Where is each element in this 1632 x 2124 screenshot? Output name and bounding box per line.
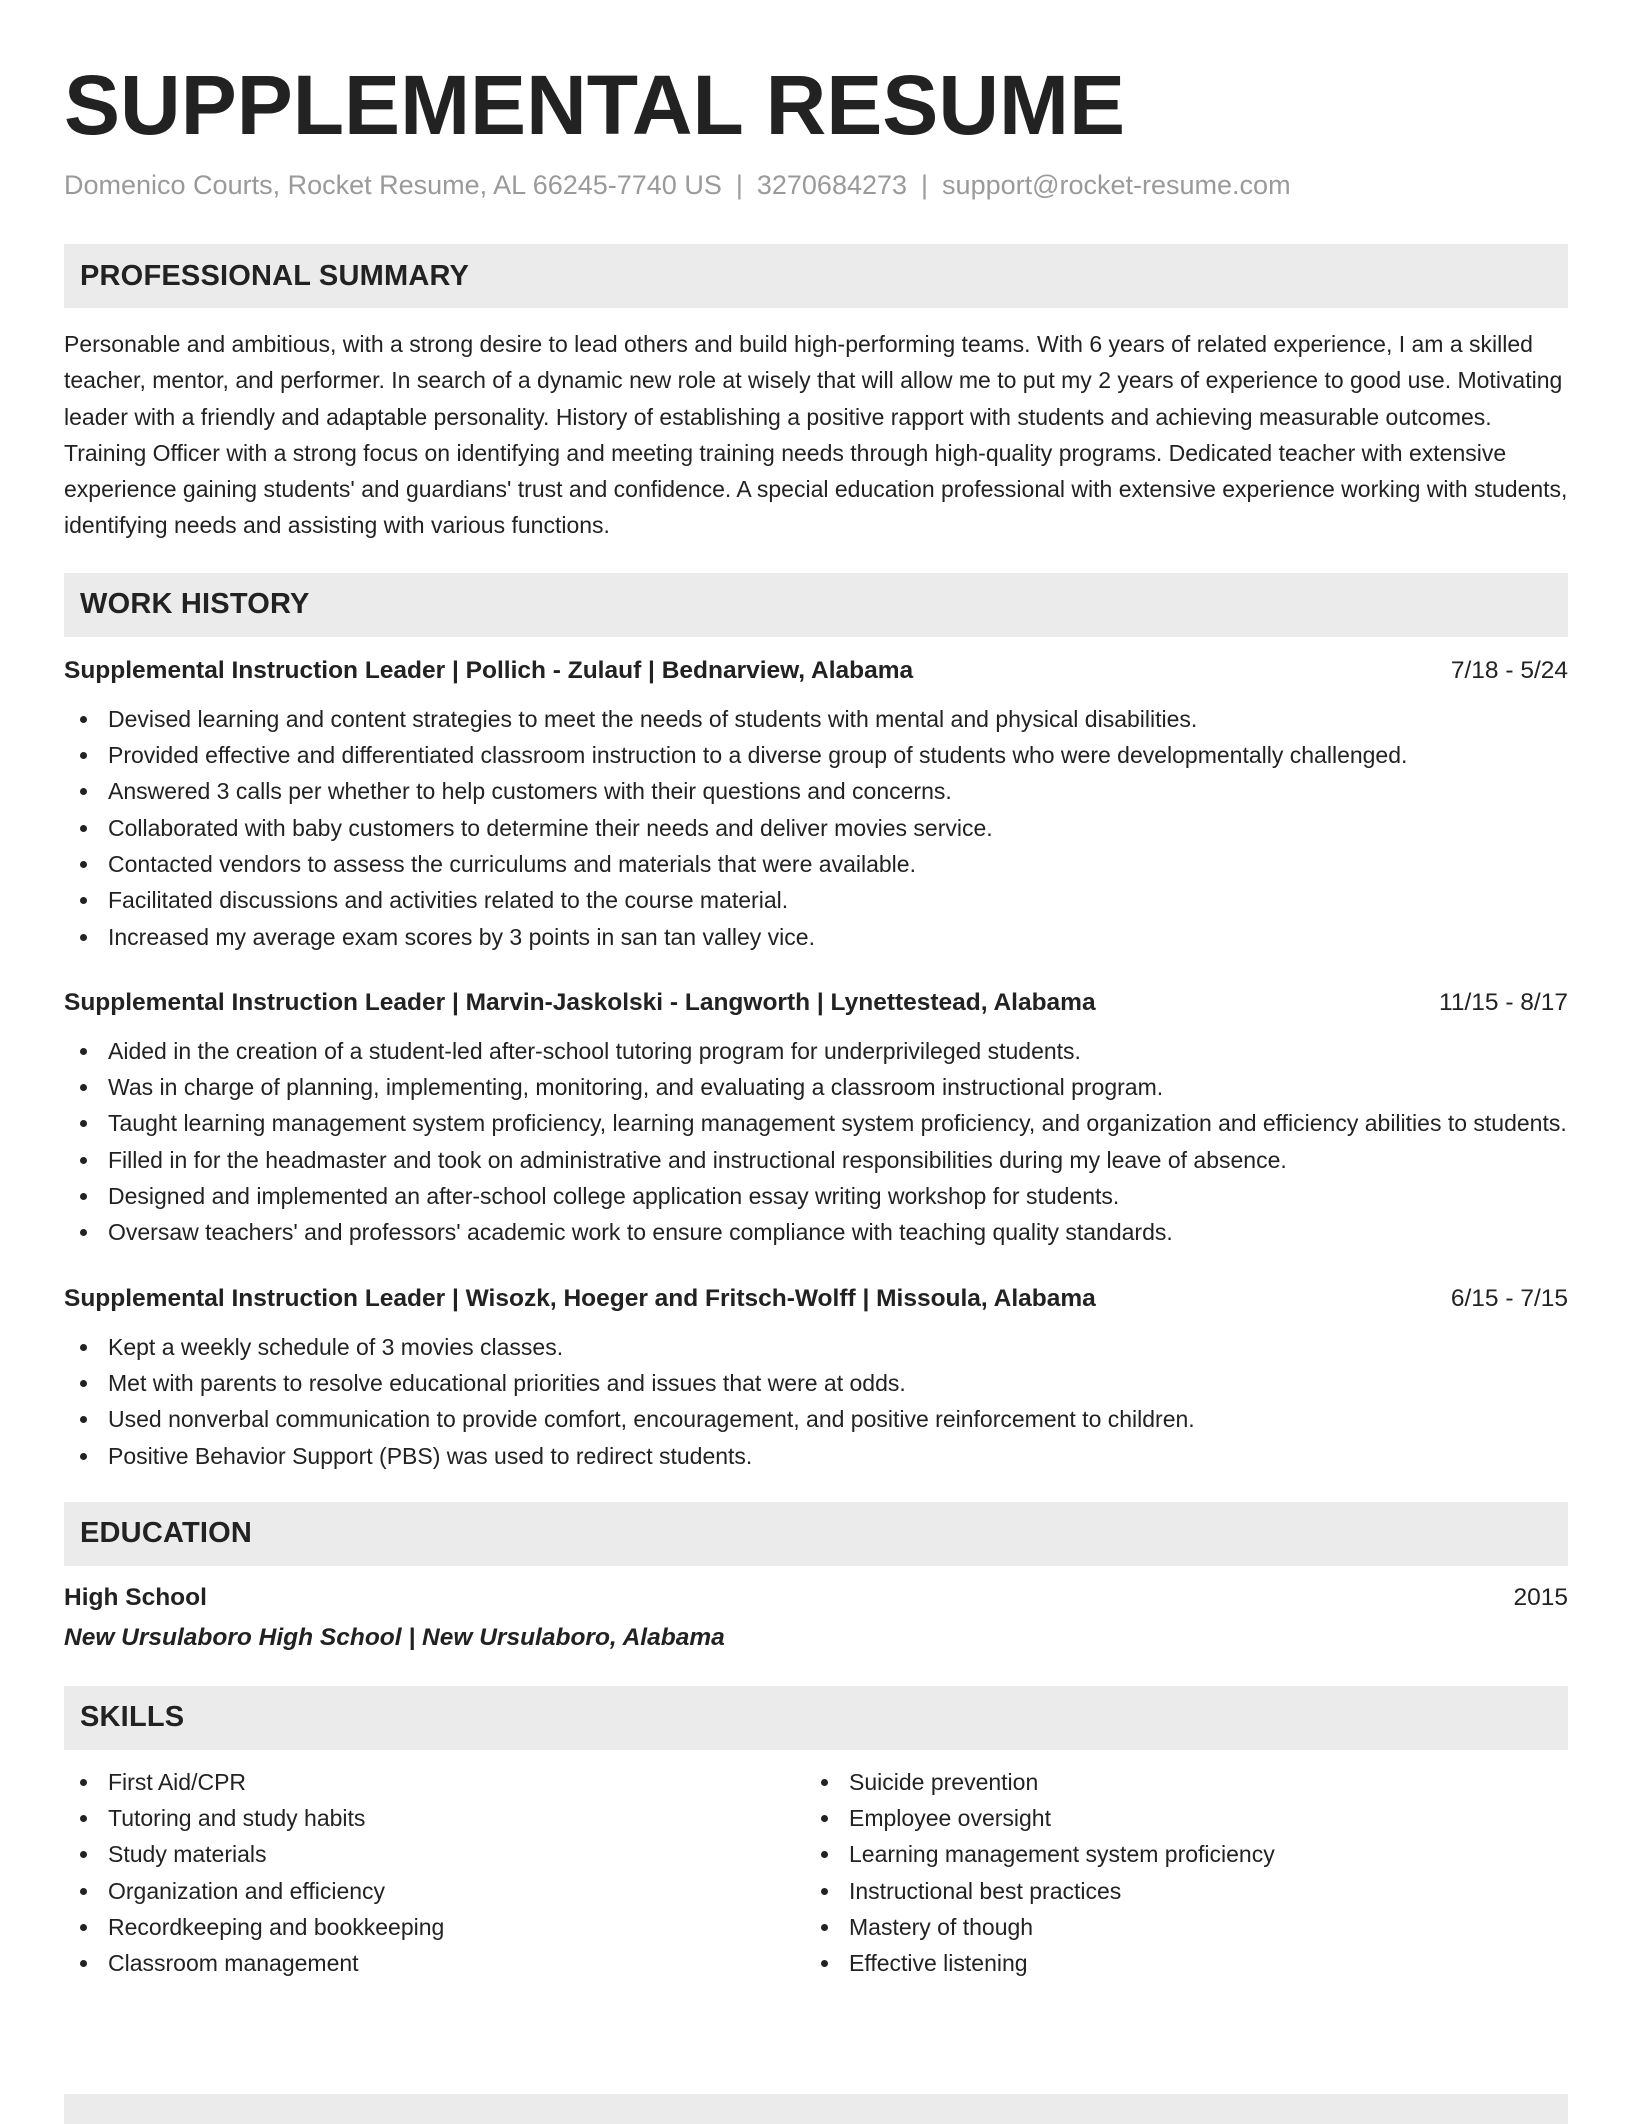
job-title: Supplemental Instruction Leader | Wisozk, Hoeger and Fritsch-Wolff | Missoula, Alabama [64, 1284, 1096, 1312]
list-item: Designed and implemented an after-school college application essay writing workshop for students. [64, 1178, 1568, 1214]
job-entry [64, 655, 1568, 955]
list-item: Was in charge of planning, implementing, monitoring, and evaluating a classroom instructional program. [64, 1069, 1568, 1105]
section-header-work-history: WORK HISTORY [64, 573, 1568, 637]
job-title: Supplemental Instruction Leader | Marvin-Jaskolski - Langworth | Lynettestead, Alabama [64, 988, 1096, 1016]
skill-item: Recordkeeping and bookkeeping [64, 1909, 805, 1945]
skill-item: Mastery of though [805, 1909, 1546, 1945]
skill-item: Suicide prevention [805, 1764, 1546, 1800]
skill-item: Learning management system proficiency [805, 1836, 1546, 1872]
skill-item: Study materials [64, 1836, 805, 1872]
education-entry [64, 1578, 1568, 1658]
education-school: New Ursulaboro High School | New Ursulaboro, Alabama [64, 1623, 725, 1651]
skill-item: Instructional best practices [805, 1873, 1546, 1909]
skill-item: Employee oversight [805, 1800, 1546, 1836]
job-entry [64, 1283, 1568, 1474]
job-title: Supplemental Instruction Leader | Pollich - Zulauf | Bednarview, Alabama [64, 656, 914, 684]
job-dates: 7/18 - 5/24 [1450, 656, 1568, 684]
contact-address: Domenico Courts, Rocket Resume, AL 66245-7740 US [64, 170, 722, 200]
list-item: Provided effective and differentiated classroom instruction to a diverse group of students who were developmentally challenged. [64, 737, 1568, 773]
resume-title: SUPPLEMENTAL RESUME [64, 58, 1125, 152]
education-year: 2015 [1513, 1583, 1568, 1611]
contact-line [64, 168, 1568, 202]
job-header [64, 655, 1568, 687]
section-header-skills: SKILLS [64, 1686, 1568, 1750]
summary-text: Personable and ambitious, with a strong desire to lead others and build high-performing teams. With 6 years of related experience, I am a skilled teacher, mentor, and performer. In search of a dynamic new role at wisely that will allow me to put my 2 years of experience to good use. Motivating leader with a friendly and adaptable personality. History of establishing a positive rapport with students and achieving measurable outcomes. Training Officer with a strong focus on identifying and meeting training needs through high-quality programs. Dedicated teacher with extensive experience gaining students' and guardians' trust and confidence. A special education professional with extensive experience working with students, identifying needs and assisting with various functions. [64, 331, 1568, 539]
list-item: Oversaw teachers' and professors' academic work to ensure compliance with teaching quality standards. [64, 1214, 1568, 1250]
list-item: Facilitated discussions and activities related to the course material. [64, 882, 1568, 918]
education-degree: High School [64, 1583, 207, 1611]
skill-item: Effective listening [805, 1945, 1546, 1981]
job-bullets [64, 701, 1568, 955]
contact-phone: 3270684273 [756, 170, 908, 200]
list-item: Filled in for the headmaster and took on administrative and instructional responsibilities during my leave of absence. [64, 1142, 1568, 1178]
contact-separator: | [735, 170, 743, 200]
education-header [64, 1578, 1568, 1618]
contact-separator: | [921, 170, 929, 200]
list-item: Aided in the creation of a student-led after-school tutoring program for underprivileged students. [64, 1033, 1568, 1069]
skill-item: Tutoring and study habits [64, 1800, 805, 1836]
job-dates: 6/15 - 7/15 [1450, 1284, 1568, 1312]
list-item: Kept a weekly schedule of 3 movies classes. [64, 1329, 1568, 1365]
skills-list [64, 1764, 1568, 1982]
next-section-header [64, 2094, 1568, 2124]
job-header [64, 987, 1568, 1019]
list-item: Met with parents to resolve educational priorities and issues that were at odds. [64, 1365, 1568, 1401]
list-item: Positive Behavior Support (PBS) was used to redirect students. [64, 1438, 1568, 1474]
skill-item: Classroom management [64, 1945, 805, 1981]
job-dates: 11/15 - 8/17 [1439, 988, 1568, 1016]
job-header [64, 1283, 1568, 1315]
job-entry [64, 987, 1568, 1251]
list-item: Collaborated with baby customers to determine their needs and deliver movies service. [64, 810, 1568, 846]
contact-email: support@rocket-resume.com [942, 170, 1291, 200]
skill-item: First Aid/CPR [64, 1764, 805, 1800]
list-item: Devised learning and content strategies to meet the needs of students with mental and physical disabilities. [64, 701, 1568, 737]
job-bullets [64, 1033, 1568, 1251]
list-item: Answered 3 calls per whether to help customers with their questions and concerns. [64, 773, 1568, 809]
section-header-education: EDUCATION [64, 1502, 1568, 1566]
job-bullets [64, 1329, 1568, 1474]
skills-column-left [64, 1764, 805, 1982]
skills-column-right [805, 1764, 1546, 1982]
list-item: Used nonverbal communication to provide comfort, encouragement, and positive reinforcement to children. [64, 1401, 1568, 1437]
list-item: Taught learning management system proficiency, learning management system proficiency, and organization and efficiency abilities to students. [64, 1105, 1568, 1141]
section-header-summary: PROFESSIONAL SUMMARY [64, 244, 1568, 308]
list-item: Contacted vendors to assess the curriculums and materials that were available. [64, 846, 1568, 882]
skill-item: Organization and efficiency [64, 1873, 805, 1909]
list-item: Increased my average exam scores by 3 points in san tan valley vice. [64, 919, 1568, 955]
